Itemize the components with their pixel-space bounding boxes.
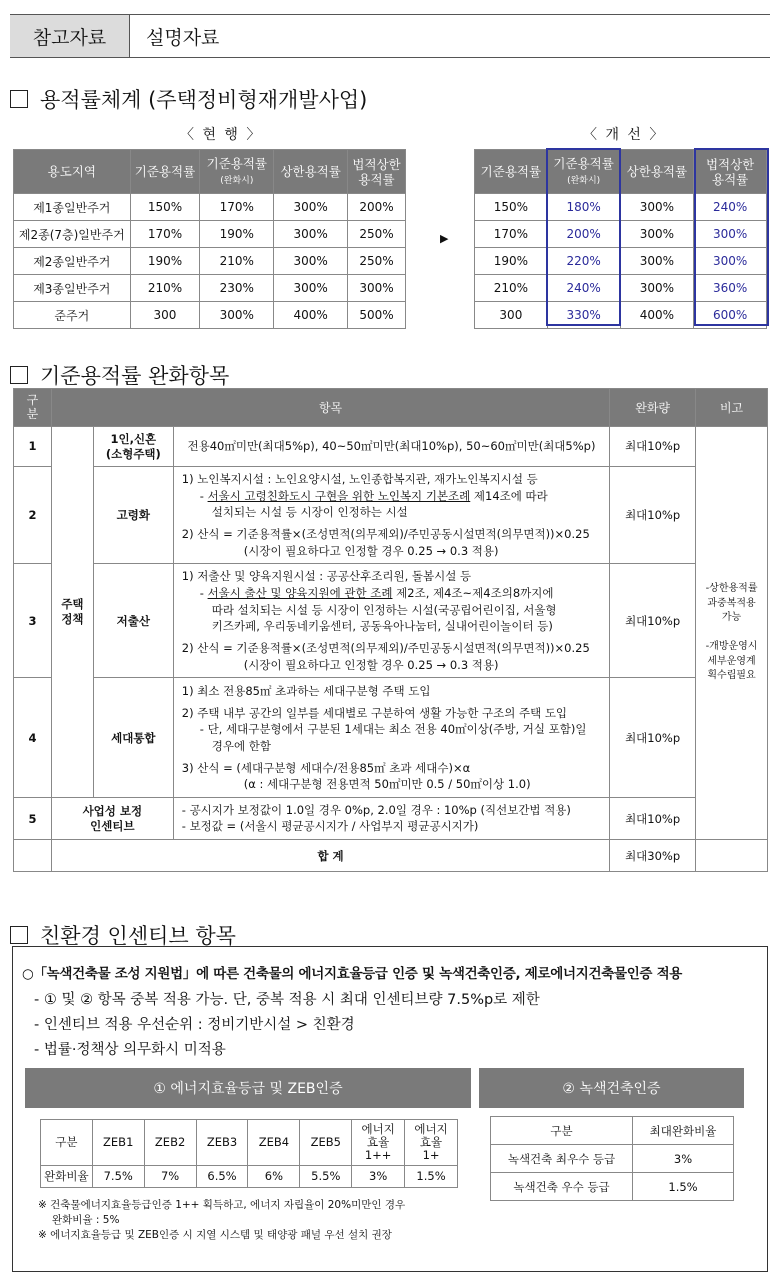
doc-header	[10, 14, 770, 58]
col-header: 기준용적률 (완화시)	[547, 150, 620, 194]
col-header: 비고	[696, 389, 768, 427]
section-title: 용적률체계 (주택정비형재개발사업)	[40, 88, 368, 112]
table-row: 구분 ZEB1 ZEB2 ZEB3 ZEB4 ZEB5 에너지 효율 1++ 에너지 효율 1+	[41, 1120, 458, 1166]
table-row: 1 주택 정책 1인,신혼 (소형주택) 전용40㎡미만(최대5%p), 40~50㎡미만(최대10%p), 50~60㎡미만(최대5%p) 최대10%p -상한용적률 과중복적용 가능 -개방운영시 세부운영계 획수립필요	[14, 427, 768, 467]
table-row: 2 고령화 1) 노인복지시설 : 노인요양시설, 노인종합복지관, 재가노인복지시설 등 - 서울시 고령친화도시 구현을 위한 노인복지 기본조례 제14조에 따라 설치되는 시설 등 시장이 인정하는 시설 2) 산식 = 기준용적률×(조성면적(의무제외)/주민공동시설면적(의무면적))×0.25 (시장이 필요하다고 인정할 경우 0.25 → 0.3 적용) 최대10%p	[14, 467, 768, 564]
eco-bullet: - ① 및 ② 항목 중복 적용 가능. 단, 중복 적용 시 최대 인센티브량 7.5%p로 제한	[34, 992, 540, 1008]
col-header: 상한용적률	[620, 150, 694, 194]
table-row: 완화비율 7.5% 7% 6.5% 6% 5.5% 3% 1.5%	[41, 1166, 458, 1188]
improved-label: 〈 개 선 〉	[583, 127, 666, 143]
table-row: 150% 180% 300% 240%	[475, 194, 767, 221]
explanation-label: 설명자료	[146, 26, 220, 49]
table-row: 3 저출산 1) 저출산 및 양육지원시설 : 공공산후조리원, 돌봄시설 등 - 서울시 출산 및 양육지원에 관한 조례 제2조, 제4조~제4조의8까지에 따라 설치되는 시설 등 시장이 인정하는 시설(국공립어린이집, 서울형 키즈카페, 우리동네키움센터, 공동육아나눔터, 실내어린이놀이터 등) 2) 산식 = 기준용적률×(조성면적(의무제외)/주민공동시설면적(의무면적))×0.25 (시장이 필요하다고 인정할 경우 0.25 → 0.3 적용) 최대10%p	[14, 564, 768, 678]
zeb-table	[40, 1119, 458, 1188]
table-row: 녹색건축 최우수 등급 3%	[491, 1145, 734, 1173]
checkbox-icon	[10, 90, 28, 108]
table-row: 준주거 300 300% 400% 500%	[14, 302, 406, 329]
table-row: 4 세대통합 1) 최소 전용85㎡ 초과하는 세대구분형 주택 도입 2) 주택 내부 공간의 일부를 세대별로 구분하여 생활 가능한 구조의 주택 도입 - 단, 세대구분형에서 구분된 1세대는 최소 전용 40㎡이상(주방, 거실 포함)일 경우에 한함 3) 산식 = (세대구분형 세대수/전용85㎡ 초과 세대수)×α (α : 세대구분형 전용면적 50㎡미만 0.5 / 50㎡이상 1.0) 최대10%p	[14, 678, 768, 798]
col-header: 법적상한 용적률	[348, 150, 406, 194]
current-far-table	[13, 149, 406, 329]
table-row: 제1종일반주거 150% 170% 300% 200%	[14, 194, 406, 221]
arrow-right-icon: ▶	[440, 232, 449, 245]
section-far-system	[10, 84, 367, 114]
eco-bullet: - 인센티브 적용 우선순위 : 정비기반시설 > 친환경	[34, 1017, 355, 1033]
col-header: 구 분	[14, 389, 52, 427]
checkbox-icon	[10, 366, 28, 384]
col-header: 기준용적률 (완화시)	[200, 150, 274, 194]
table-row: 5 사업성 보정 인센티브 - 공시지가 보정값이 1.0일 경우 0%p, 2.0일 경우 : 10%p (직선보간법 적용) - 보정값 = (서울시 평균공시지가 / 사업부지 평균공시지가) 최대10%p	[14, 798, 768, 840]
col-header: 기준용적률	[130, 150, 200, 194]
table-row: 제2종일반주거 190% 210% 300% 250%	[14, 248, 406, 275]
table-row: 170% 200% 300% 300%	[475, 221, 767, 248]
checkbox-icon	[10, 926, 28, 944]
table-row: 210% 240% 300% 360%	[475, 275, 767, 302]
eco-headline: ○「녹색건축물 조성 지원법」에 따른 건축물의 에너지효율등급 인증 및 녹색건축인증, 제로에너지건축물인증 적용	[22, 966, 683, 982]
section-far-relief	[10, 360, 229, 390]
reference-label: 참고자료	[10, 15, 130, 57]
green-bar: ② 녹색건축인증	[479, 1068, 744, 1108]
table-row: 300 330% 400% 600%	[475, 302, 767, 329]
col-header: 법적상한 용적률	[694, 150, 767, 194]
col-header: 상한용적률	[274, 150, 348, 194]
table-row: 합 계 최대30%p	[14, 840, 768, 872]
col-header: 기준용적률	[475, 150, 548, 194]
zeb-note: ※ 건축물에너지효율등급인증 1++ 획득하고, 에너지 자립율이 20%미만인 경우 완화비율 : 5% ※ 에너지효율등급 및 ZEB인증 시 지열 시스템 및 태양광 패널 우선 설치 권장	[38, 1199, 406, 1242]
section-title: 친환경 인센티브 항목	[40, 924, 236, 948]
zeb-bar: ① 에너지효율등급 및 ZEB인증	[25, 1068, 471, 1108]
current-label: 〈 현 행 〉	[180, 127, 263, 143]
col-header: 용도지역	[14, 150, 131, 194]
relief-items-table	[13, 388, 768, 872]
table-row: 구분 최대완화비율	[491, 1117, 734, 1145]
section-title: 기준용적률 완화항목	[40, 364, 230, 388]
col-header: 항목	[51, 389, 609, 427]
table-row: 제2종(7층)일반주거 170% 190% 300% 250%	[14, 221, 406, 248]
table-row: 190% 220% 300% 300%	[475, 248, 767, 275]
green-table	[490, 1116, 734, 1201]
highlight-frame	[694, 148, 769, 326]
remark-cell: -상한용적률 과중복적용 가능 -개방운영시 세부운영계 획수립필요	[696, 427, 768, 840]
table-row: 녹색건축 우수 등급 1.5%	[491, 1173, 734, 1201]
highlight-frame	[546, 148, 621, 326]
col-header: 완화량	[610, 389, 696, 427]
eco-bullet: - 법률·정책상 의무화시 미적용	[34, 1042, 226, 1058]
table-row: 제3종일반주거 210% 230% 300% 300%	[14, 275, 406, 302]
